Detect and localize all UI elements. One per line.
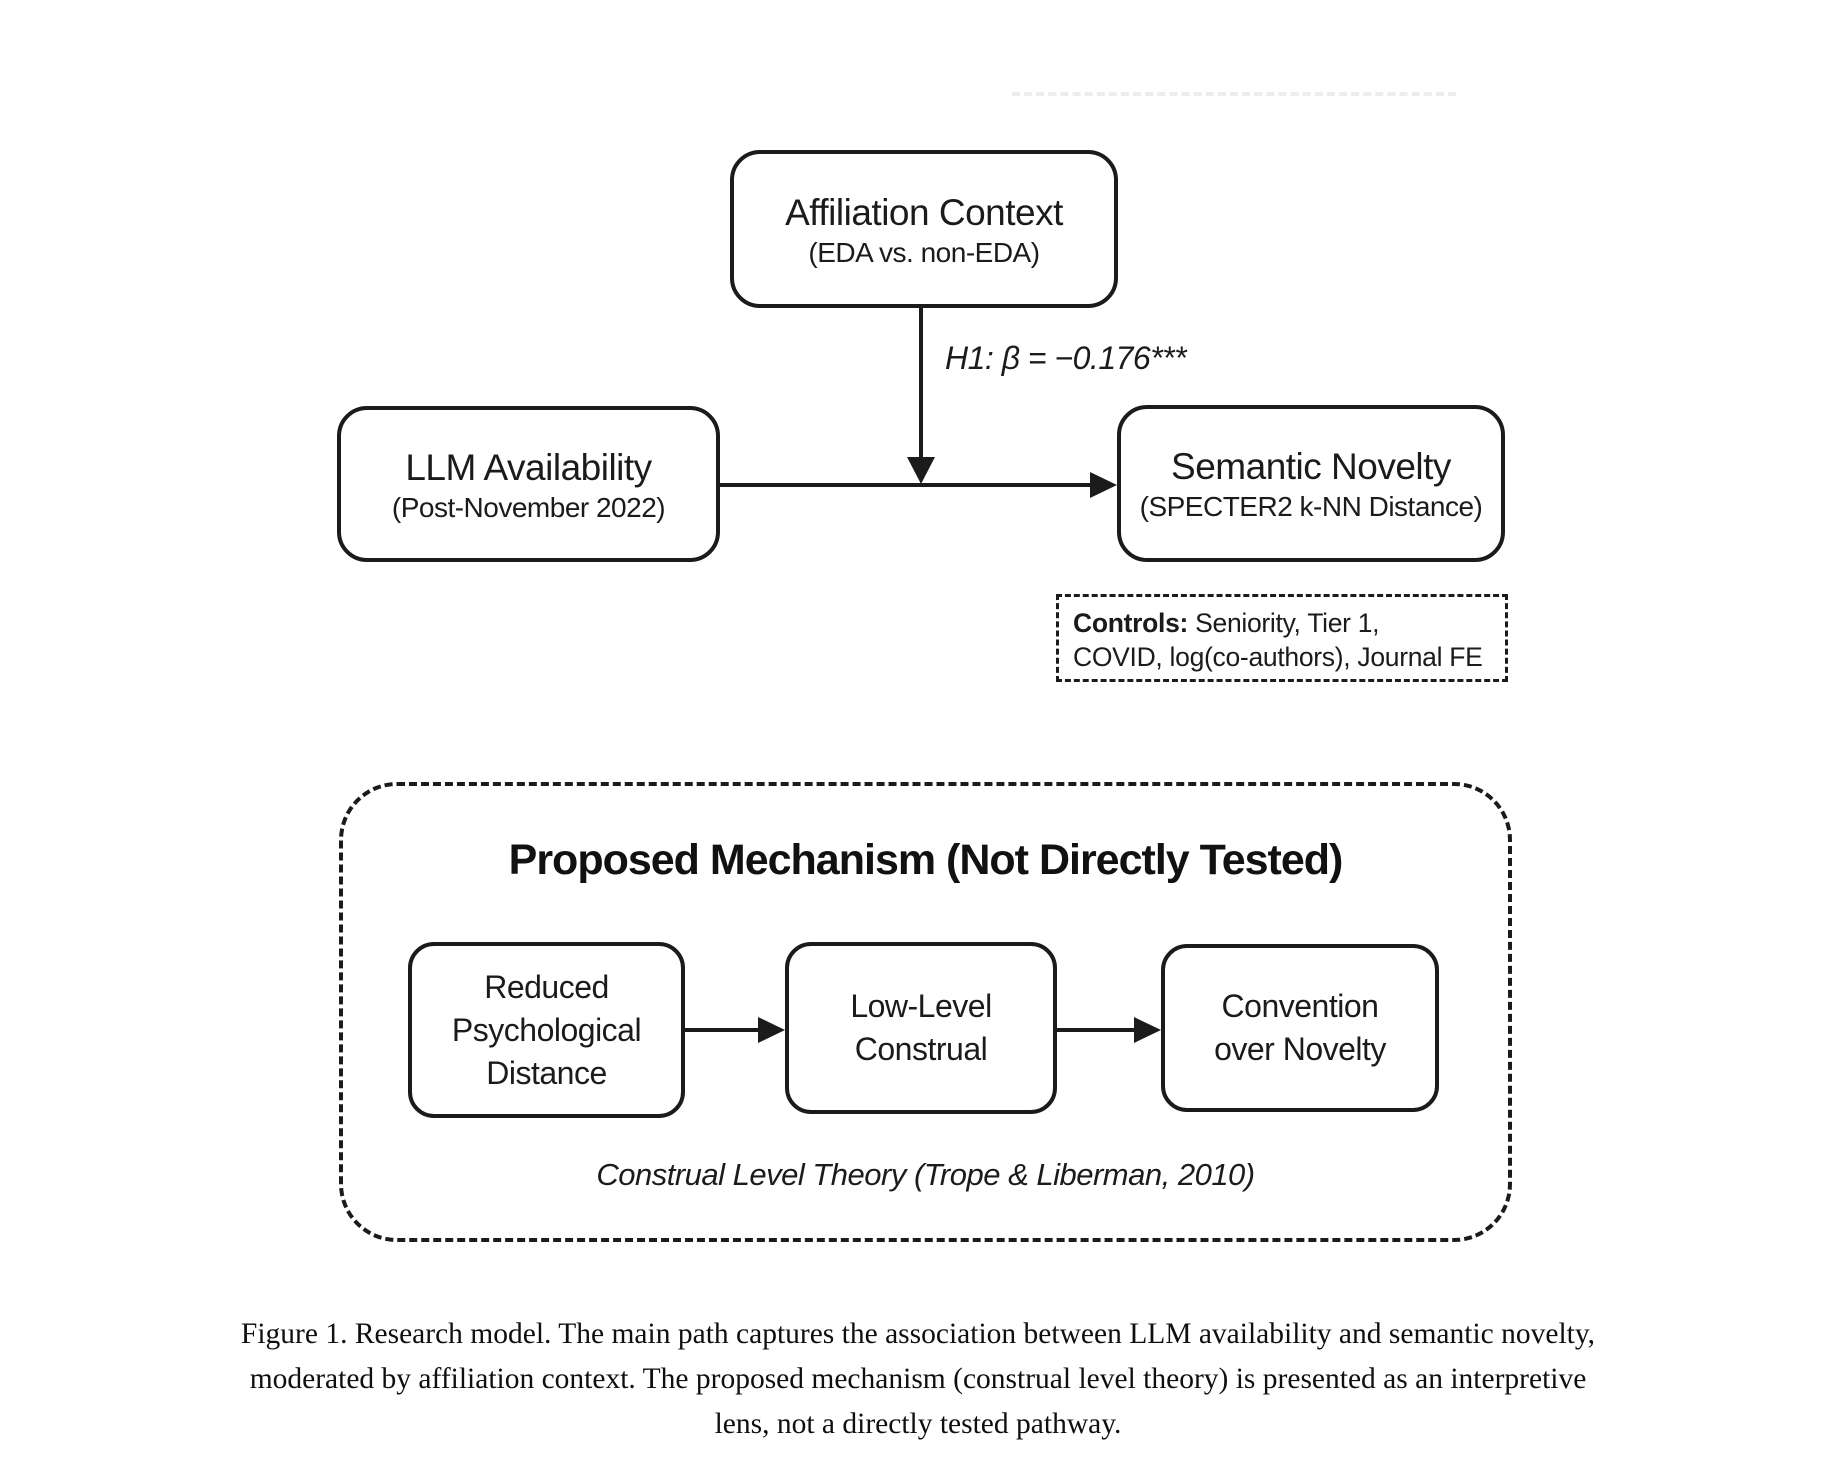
mechanism-arrow-1-line [685,1028,760,1032]
figure-caption: Figure 1. Research model. The main path captures the association between LLM availability and semantic novelty, moderated by affiliation context. The proposed mechanism (construal level theory) is presented as an interpretive lens, not a directly tested pathway. [240,1318,1596,1440]
low-level-construal-box [785,942,1057,1114]
semantic-novelty-box [1117,405,1505,562]
affiliation-context-title: Affiliation Context [785,191,1063,233]
affiliation-context-subtitle: (EDA vs. non-EDA) [808,236,1040,268]
affiliation-context-box [730,150,1118,308]
low-level-construal-label: Low-Level Construal [850,988,992,1067]
moderation-arrow-line [919,308,923,458]
h1-coefficient-label: H1: β = −0.176*** [945,340,1187,376]
mechanism-arrow-1-head-icon [758,1017,785,1043]
convention-over-novelty-label: Convention over Novelty [1214,988,1386,1067]
mechanism-panel-title: Proposed Mechanism (Not Directly Tested) [508,836,1343,884]
semantic-novelty-title: Semantic Novelty [1171,446,1451,487]
reduced-psychological-distance-label: Reduced Psychological Distance [451,968,642,1091]
reduced-psychological-distance-box [408,942,685,1118]
controls-note-box [1056,594,1508,682]
controls-line2: COVID, log(co-authors), Journal FE [1073,642,1483,672]
main-path-arrow-head-icon [1090,472,1117,498]
construal-level-theory-caption: Construal Level Theory (Trope & Liberman, 2010) [596,1157,1255,1192]
moderation-arrow-head-icon [907,457,935,484]
controls-label: Controls: [1073,608,1189,638]
controls-line1: Seniority, Tier 1, [1188,608,1380,638]
llm-availability-subtitle: (Post-November 2022) [391,491,666,523]
mechanism-arrow-2-head-icon [1134,1017,1161,1043]
llm-availability-box [337,406,720,562]
scan-artifact-dashes [1012,92,1456,96]
convention-over-novelty-box [1161,944,1439,1112]
mechanism-arrow-2-line [1057,1028,1134,1032]
llm-availability-title: LLM Availability [405,446,652,488]
semantic-novelty-subtitle: (SPECTER2 k-NN Distance) [1139,491,1483,522]
main-path-arrow-line [718,483,1090,487]
